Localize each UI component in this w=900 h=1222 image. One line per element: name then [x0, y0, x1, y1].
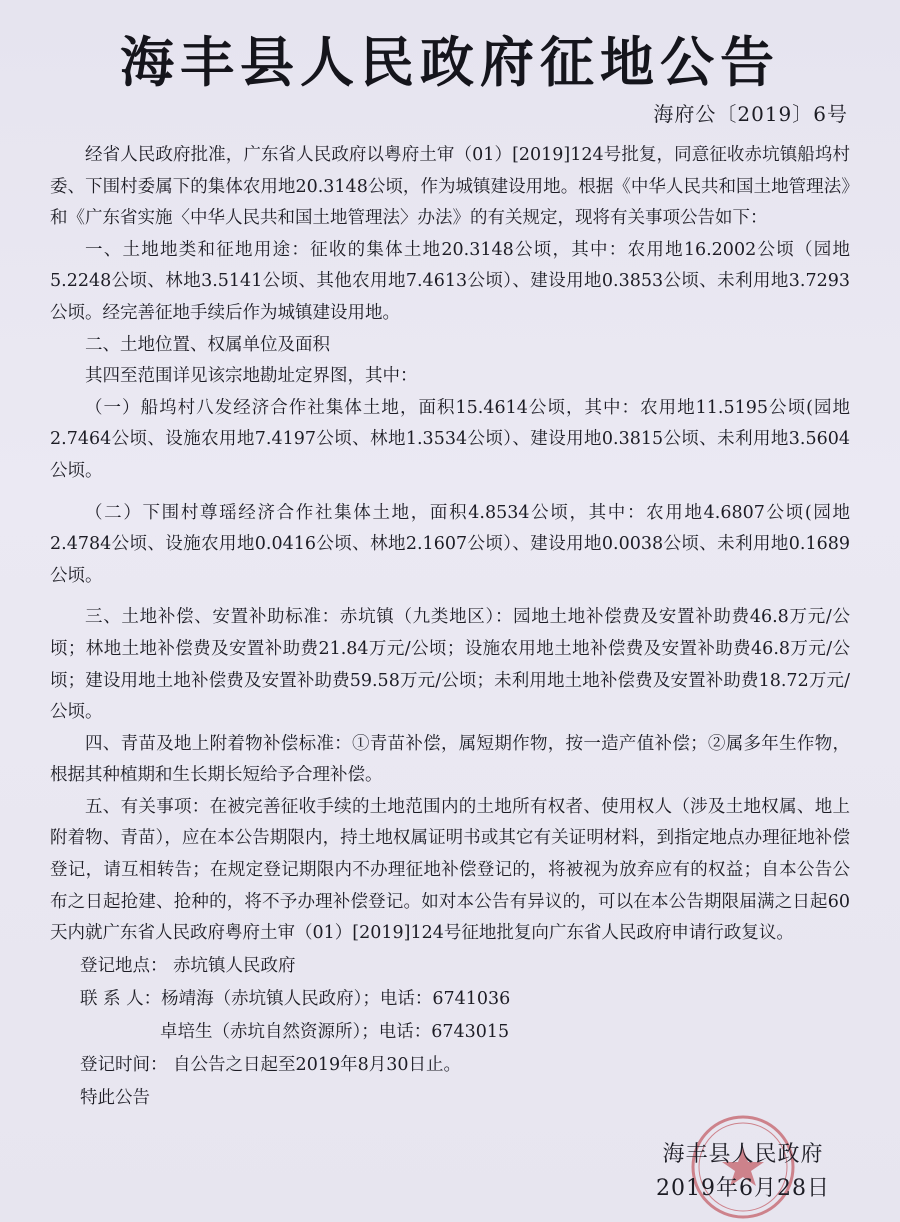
intro-paragraph: 经省人民政府批准，广东省人民政府以粤府土审（01）[2019]124号批复，同意征收赤坑镇船坞村委、下围村委属下的集体农用地20.3148公顷，作为城镇建设用地。根据《中华人民共和国土地管理法》和《广东省实施〈中华人民共和国土地管理法〉办法》的有关规定，现将有关事项公告如下：: [50, 145, 850, 229]
registration-time: 登记时间： 自公告之日起至2019年8月30日止。: [80, 1055, 461, 1075]
closing-line: 特此公告: [80, 1088, 150, 1108]
signature-block: [628, 1138, 858, 1206]
contact-person-two: 卓培生（赤坑自然资源所）；电话：6743015: [160, 1022, 510, 1042]
signing-organization: 海丰县人民政府: [662, 1142, 824, 1167]
notice-body: [50, 140, 850, 950]
section-one-paragraph: 一、土地地类和征地用途：征收的集体土地20.3148公顷，其中：农用地16.2002公顷（园地5.2248公顷、林地3.5141公顷、其他农用地7.4613公顷）、建设用地0.3853公顷、未利用地3.7293公顷。经完善征地手续后作为城镇建设用地。: [50, 239, 850, 323]
section-two-item-two: （二）下围村尊瑶经济合作社集体土地，面积4.8534公顷，其中：农用地4.6807公顷(园地2.4784公顷、设施农用地0.0416公顷、林地2.1607公顷）、建设用地0.0038公顷、未利用地0.1689公顷。: [50, 502, 850, 586]
section-two-item-one: （一）船坞村八发经济合作社集体土地，面积15.4614公顷，其中：农用地11.5195公顷(园地2.7464公顷、设施农用地7.4197公顷、林地1.3534公顷）、建设用地0.3815公顷、未利用地3.5604公顷。: [50, 397, 850, 481]
section-two-heading: 二、土地位置、权属单位及面积: [85, 334, 330, 355]
section-five-paragraph: 五、有关事项：在被完善征收手续的土地范围内的土地所有权者、使用权人（涉及土地权属、地上附着物、青苗），应在本公告期限内，持土地权属证明书或其它有关证明材料，到指定地点办理征地补偿登记，请互相转告；在规定登记期限内不办理征地补偿登记的，将被视为放弃应有的权益；自本公告公布之日起抢建、抢种的，将不予办理补偿登记。如对本公告有异议的，可以在本公告期限届满之日起60天内就广东省人民政府粤府土审（01）[2019]124号征地批复向广东省人民政府申请行政复议。: [50, 796, 850, 944]
notice-title: 海丰县人民政府征地公告: [120, 30, 780, 94]
section-four-paragraph: 四、青苗及地上附着物补偿标准：①青苗补偿，属短期作物，按一造产值补偿；②属多年生作物，根据其种植期和生长期长短给予合理补偿。: [50, 733, 850, 786]
contact-person-one: 联 系 人：杨靖海（赤坑镇人民政府）；电话：6741036: [80, 989, 511, 1009]
signing-date: 2019年6月28日: [656, 1176, 830, 1201]
registration-location: 登记地点： 赤坑镇人民政府: [80, 956, 296, 976]
section-two-scope: 其四至范围详见该宗地勘址定界图，其中：: [85, 366, 418, 387]
section-three-paragraph: 三、土地补偿、安置补助标准：赤坑镇（九类地区）：园地土地补偿费及安置补助费46.8万元/公顷；林地土地补偿费及安置补助费21.84万元/公顷；设施农用地土地补偿费及安置补助费46.8万元/公顷；建设用地土地补偿费及安置补助费59.58万元/公顷；未利用地土地补偿费及安置补助费18.72万元/公顷。: [50, 607, 850, 723]
document-number: 海府公〔2019〕6号: [653, 102, 848, 126]
registration-info: [80, 950, 840, 1115]
